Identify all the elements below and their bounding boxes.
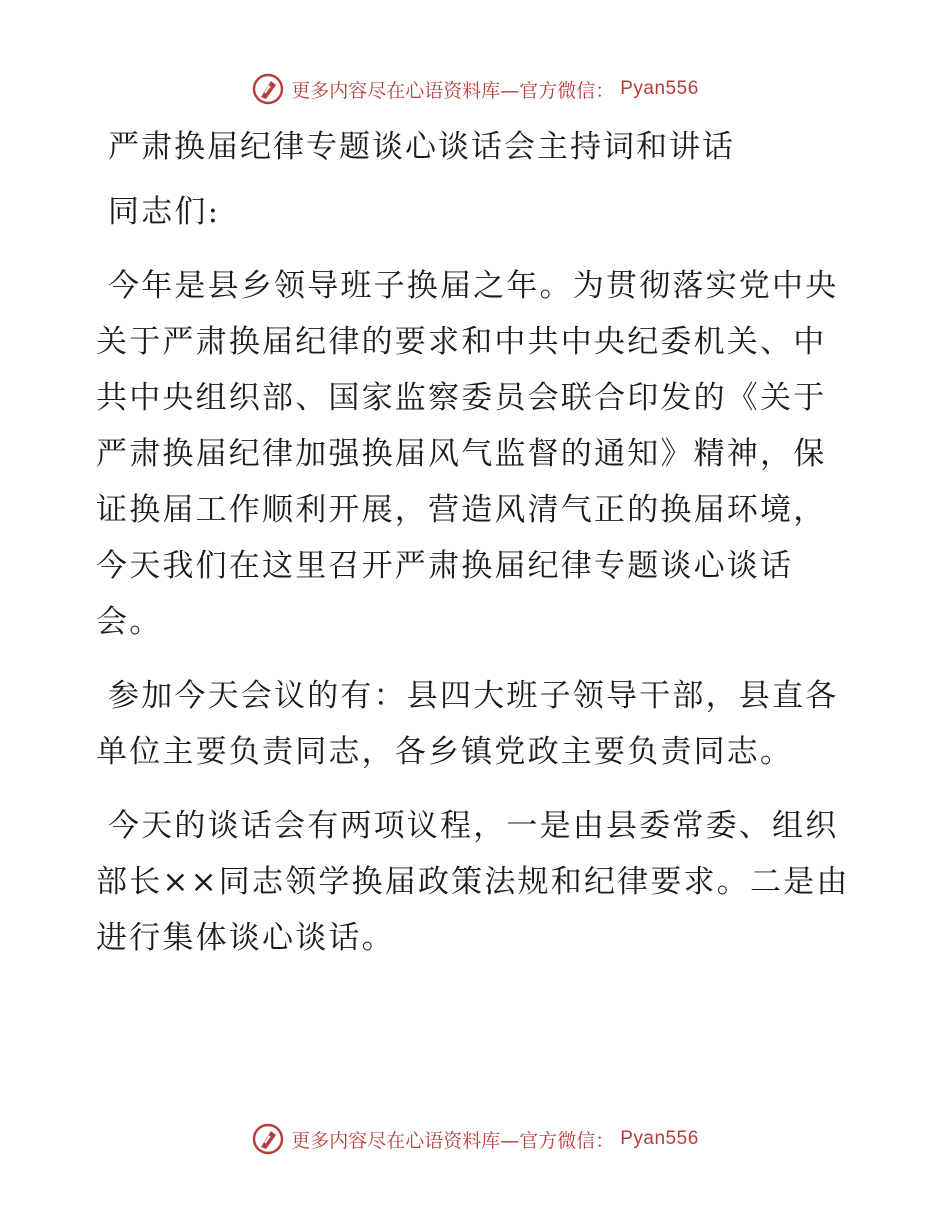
footer-watermark (0, 1122, 950, 1156)
page-title: 严肃换届纪律专题谈心谈话会主持词和讲话 (108, 129, 735, 165)
pen-nib-logo-icon (251, 1122, 285, 1156)
header-watermark (0, 72, 950, 106)
watermark-wechat-id: Pyan556 (620, 78, 699, 99)
document-body (96, 118, 856, 966)
paragraph-3: 今天的谈话会有两项议程，一是由县委常委、组织部长××同志领学换届政策法规和纪律要求。二是由进行集体谈心谈话。 (96, 808, 850, 956)
watermark-text: 更多内容尽在心语资料库—官方微信： (291, 79, 615, 102)
watermark-wechat-id: Pyan556 (620, 1128, 699, 1149)
paragraph-2: 参加今天会议的有：县四大班子领导干部，县直各单位主要负责同志，各乡镇党政主要负责同志。 (96, 678, 839, 770)
greeting: 同志们: (108, 194, 221, 230)
pen-nib-logo-icon (251, 72, 285, 106)
watermark-text: 更多内容尽在心语资料库—官方微信： (291, 1129, 615, 1152)
paragraph-1: 今年是县乡领导班子换届之年。为贯彻落实党中央关于严肃换届纪律的要求和中共中央纪委机关、中共中央组织部、国家监察委员会联合印发的《关于严肃换届纪律加强换届风气监督的通知》精神，保证换届工作顺利开展，营造风清气正的换届环境，今天我们在这里召开严肃换届纪律专题谈心谈话会。 (96, 268, 839, 640)
